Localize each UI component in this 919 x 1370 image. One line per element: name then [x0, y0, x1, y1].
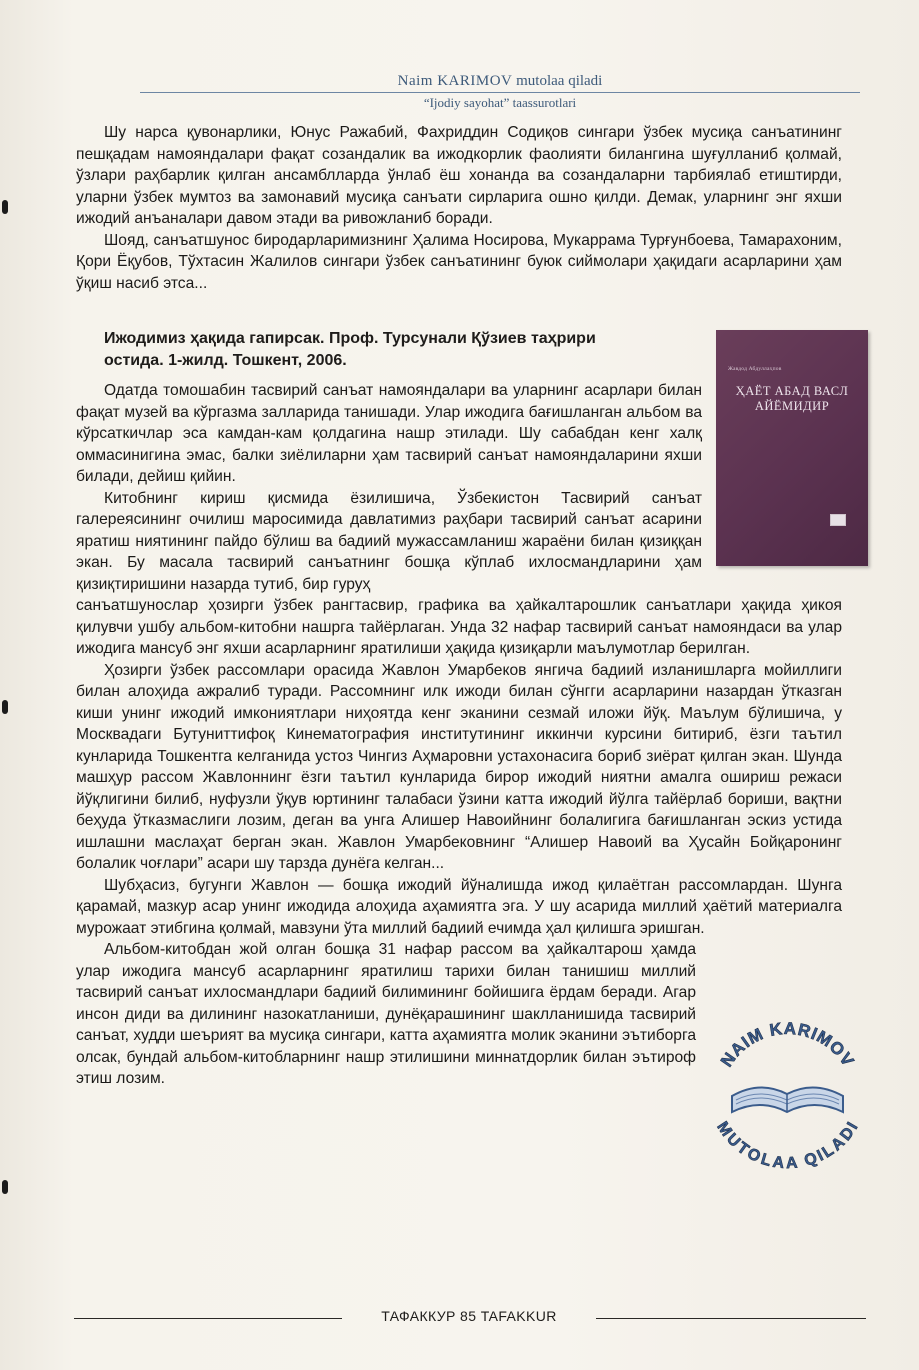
- naim-karimov-logo: [700, 1000, 875, 1175]
- intro-paragraph-2: Шояд, санъатшунос биродарларимизнинг Ҳалима Носирова, Мукаррама Турғунбоева, Тамарахоним, Қори Ёқубов, Тўхтасин Жалилов сингари ўзбек санъатининг буюк сиймолари ҳақидаги асарларини ҳам ўқиш насиб этса...: [76, 231, 842, 292]
- footer-rule-left: [74, 1318, 342, 1319]
- article-paragraph-1: Одатда томошабин тасвирий санъат намояндалари ва уларнинг асарлари билан фақат музей ва кўргазма залларида танишади. Улар ижодига бағишланган альбом ва кўрсаткичлар эса камдан-кам қолдагина нашр этилади. Шу сабабдан кенг халқ оммасинигина эмас, балки зиёлиларни ҳам тасвирий санъат намояндаларини яхши билади, дейиш қийин.: [76, 382, 702, 485]
- header-line-1: [140, 72, 860, 90]
- binder-hole: [2, 1180, 8, 1194]
- intro-paragraph-1: Шу нарса қувонарлики, Юнус Ражабий, Фахриддин Содиқов сингари ўзбек мусиқа санъатининг пешқадам намояндалари фақат созандалик ва ижодкорлик фаолияти билангина шуғулланиб қолмай, ўзлари раҳбарлик қилган ансамблларда ўнлаб ёш хонанда ва созандаларни тарбиялаб етиштирди, уларни ўзбек мумтоз ва замонавий мусиқа санъати сирларига ошно қилди. Демак, уларнинг энг яхши ижодий анъаналари давом этади ва ривожланиб боради.: [76, 124, 842, 227]
- open-book-icon: [732, 1087, 843, 1112]
- article-paragraph-4: Шубҳасиз, бугунги Жавлон — бошқа ижодий йўналишда ижод қилаётган рассомлардан. Шунга қарамай, мазкур асар унинг ижодида алоҳида аҳамиятга эга. У шу асарида миллий ҳаётий материалга мурожаат этибгина қолмай, мавзуни ўта миллий бадиий ечимда ҳал қилишга эришган.: [76, 876, 842, 937]
- logo-bottom-text: MUTOLAA QILADI: [713, 1118, 862, 1173]
- article-paragraph-2b: санъатшунослар ҳозирги ўзбек рангтасвир, графика ва ҳайкалтарошлик санъатлари ҳақида ҳикоя қилувчи ушбу альбом-китобни нашрга тайёрлаган. Унда 32 нафар тасвирий санъат намояндаси ва улар ижодига мансуб энг яхши асарларнинг яратилиши ҳақида қизиқарли маълумотлар берилган.: [76, 597, 842, 657]
- intro-text: [76, 122, 842, 294]
- binder-hole: [2, 700, 8, 714]
- header-author: Naim KARIMOV: [397, 73, 513, 89]
- page-footer: [74, 1308, 866, 1328]
- article-narrow-column: [76, 380, 702, 595]
- article-upper: [76, 380, 842, 1090]
- article-paragraph-3: Ҳозирги ўзбек рассомлари орасида Жавлон Умарбеков янгича бадиий изланишларга мойиллиги билан алоҳида ажралиб туради. Рассомнинг илк ижоди билан сўнгги асарларини назардан ўтказган киши унинг ижодий имкониятлари ниҳоятда кенг эканини сезмай иложи йўқ. Маълум бўлишича, у Москвадаги Бутуниттифоқ Кинематография институтининг иккинчи курсини битириб, ёзги таътил кунларида Тошкентга келганида устоз Чингиз Аҳмаровни устахонасига бориб зиёрат қилган экан. Шунда машҳур рассом Жавлоннинг ёзги таътил кунларида бирор ижодий ниятни амалга ошириш режаси йўқлигини билиб, нуфузли ўқув юртининг талабаси ўзини катта ижодий йўлга тайёрлаб бориши, вақтни беҳуда ўтказмаслиги лозим, деган ва унга Алишер Навоийнинг болалигига бағишланган эскиз устида ишлашни маслаҳат берган экан. Жавлон Умарбековнинг “Алишер Навоий ва Ҳусайн Бойқаронинг болалик чоғлари” асари шу тарзда дунёга келган...: [76, 661, 842, 872]
- book-cover-author: Жавдод Абдуллаҳпов: [728, 366, 782, 372]
- header-line-2: “Ijodiy sayohat” taassurotlari: [423, 95, 577, 110]
- header-rest: mutolaa qiladi: [516, 73, 603, 89]
- footer-label: ТАФАККУР 85 TAFAKKUR: [381, 1308, 557, 1324]
- article-last-column: [76, 939, 696, 1090]
- book-heading: Ижодимиз ҳақида гапирсак. Проф. Турсунали Қўзиев таҳрири остида. 1-жилд. Тошкент, 2006.: [104, 330, 596, 369]
- article-paragraph-5: Альбом-китобдан жой олган бошқа 31 нафар рассом ва ҳайкалтарош ҳамда улар ижодига мансуб асарларнинг яратилиш тарихи билан танишиш миллий тасвирий санъат ихлосмандлари бадиий билимининг бойишига ёрдам беради. Агар инсон диди ва дилининг назокатланиши, дунёқарашининг шаклланишида тасвирий санъат, худди шеърият ва мусиқа сингари, катта аҳамиятга молик эканини эътиборга олсак, бундай альбом-китобларнинг нашр этилишини миннатдорлик билан эътироф этиш лозим.: [76, 941, 696, 1087]
- book-cover-title: ҲАЁТ АБАД ВАСЛ АЙЁМИДИР: [735, 384, 849, 413]
- running-header: [140, 72, 860, 111]
- binder-hole: [2, 200, 8, 214]
- logo-top-text: NAIM KARIMOV: [717, 1018, 858, 1071]
- article-paragraph-2a: Китобнинг кириш қисмида ёзилишича, Ўзбекистон Тасвирий санъат галереясининг очилиш маросимида давлатимиз раҳбари тасвирий санъат асарини яратиш ниятининг пайдо бўлиш ва бадиий мужассамланиш жараёни билан қизиққан экан. Бу масала тасвирий санъатнинг бошқа кўплаб ихлосмандларини ҳам қизиқтиришини назарда тутиб, бир гуруҳ: [76, 489, 702, 593]
- header-rule: [140, 92, 860, 93]
- footer-rule-right: [596, 1318, 866, 1319]
